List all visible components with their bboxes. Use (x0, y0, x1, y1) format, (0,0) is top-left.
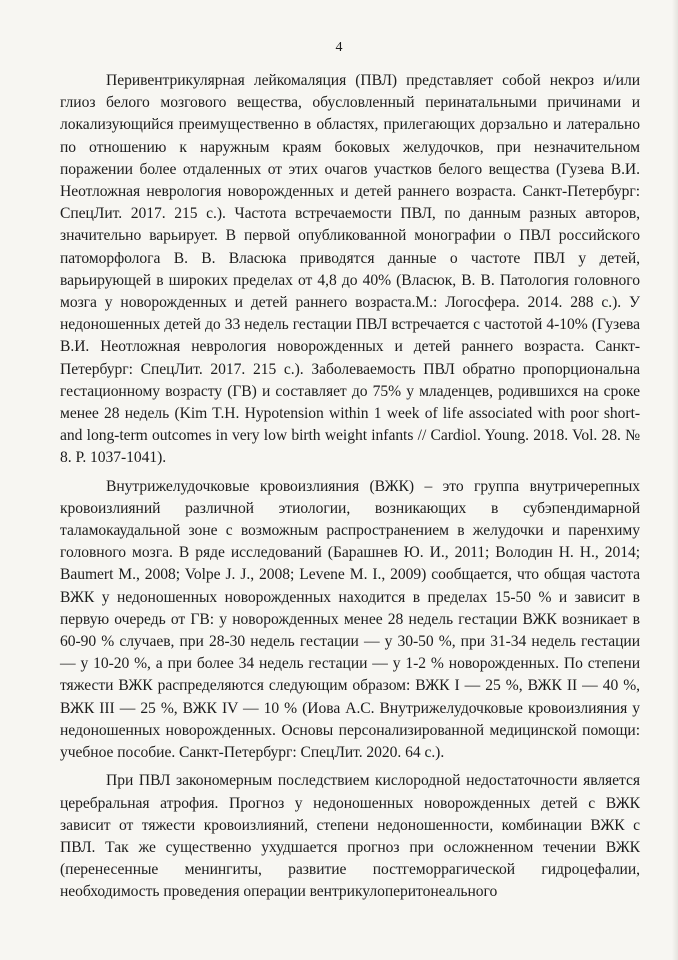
page-number: 4 (335, 40, 343, 55)
paragraph-pvl: Перивентрикулярная лейкомаляция (ПВЛ) представляет собой некроз и/или глиоз белого мозгового вещества, обусловленный перинатальными причинами и локализующийся преимущественно в областях, прилегающих дорзально и латерально по отношению к наружным краям боковых желудочков, при незначительном поражении более отдаленных от этих очагов участков белого вещества (Гузева В.И. Неотложная неврология новорожденных и детей раннего возраста. Санкт-Петербург: СпецЛит. 2017. 215 с.). Частота встречаемости ПВЛ, по данным разных авторов, значительно варьирует. В первой опубликованной монографии о ПВЛ российского патоморфолога В. В. Власюка приводятся данные о частоте ПВЛ у детей, варьирующей в широких пределах от 4,8 до 40% (Власюк, В. В. Патология головного мозга у новорожденных и детей раннего возраста.М.: Логосфера. 2014. 288 с.). У недоношенных детей до 33 недель гестации ПВЛ встречается с частотой 4-10% (Гузева В.И. Неотложная неврология новорожденных и детей раннего возраста. Санкт-Петербург: СпецЛит. 2017. 215 с.). Заболеваемость ПВЛ обратно пропорциональна гестационному возрасту (ГВ) и составляет до 75% у младенцев, родившихся на сроке менее 28 недель (Kim T.H. Hypotension within 1 week of life associated with poor short- and long-term outcomes in very low birth weight infants // Cardiol. Young. 2018. Vol. 28. № 8. P. 1037-1041). (60, 72, 640, 467)
paragraph-ivh: Внутрижелудочковые кровоизлияния (ВЖК) – это группа внутричерепных кровоизлияний различной этиологии, возникающих в субэпендимарной таламокаудальной зоне с возможным распространением в желудочки и паренхиму головного мозга. В ряде исследований (Барашнев Ю. И., 2011; Володин Н. Н., 2014; Baumert M., 2008; Volpe J. J., 2008; Levene M. I., 2009) сообщается, что общая частота ВЖК у недоношенных новорожденных находится в пределах 15-50 % и зависит в первую очередь от ГВ: у новорожденных менее 28 недель гестации ВЖК возникает в 60-90 % случаев, при 28-30 недель гестации — у 30-50 %, при 31-34 недель гестации — у 10-20 %, а при более 34 недель гестации — у 1-2 % новорожденных. По степени тяжести ВЖК распределяются следующим образом: ВЖК I — 25 %, ВЖК II — 40 %, ВЖК III — 25 %, ВЖК IV — 10 % (Иова А.С. Внутрижелудочковые кровоизлияния у недоношенных новорожденных. Основы персонализированной медицинской помощи: учебное пособие. Санкт-Петербург: СпецЛит. 2020. 64 с.). (60, 477, 640, 762)
document-body (60, 70, 640, 910)
paragraph-prognosis: При ПВЛ закономерным последствием кислородной недостаточности является церебральная атрофия. Прогноз у недоношенных новорожденных детей с ВЖК зависит от тяжести кровоизлияний, степени недоношенности, комбинации ВЖК с ПВЛ. Так же существенно ухудшается прогноз при осложненном течении ВЖК (перенесенные менингиты, развитие постгеморрагической гидроцефалии, необходимость проведения операции вентрикулоперитонеального (60, 772, 640, 901)
scan-edge-shadow (672, 0, 678, 960)
